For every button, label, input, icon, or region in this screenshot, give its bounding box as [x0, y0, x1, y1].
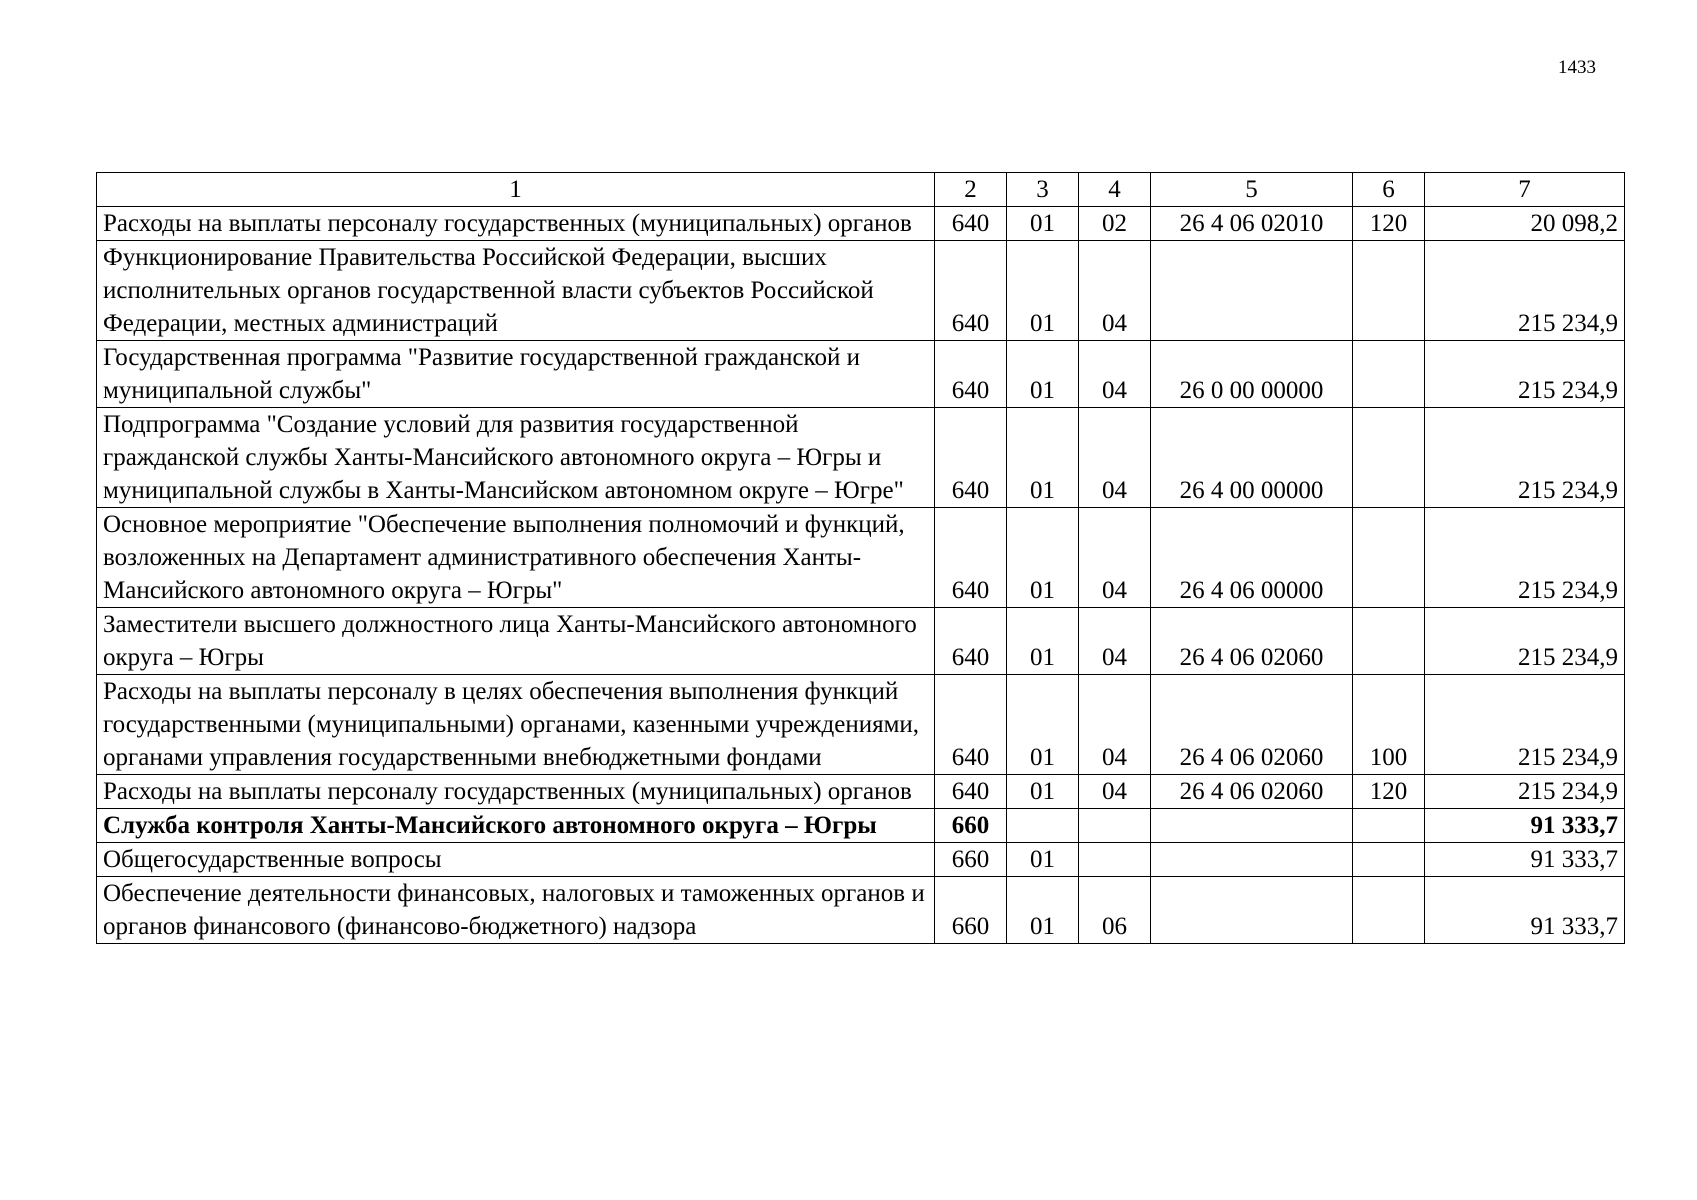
- row-expense-type: 120: [1353, 207, 1425, 241]
- table-row: [97, 877, 1625, 944]
- row-expense-type: 100: [1353, 675, 1425, 775]
- row-name: Служба контроля Ханты-Мансийского автономного округа – Югры: [97, 809, 935, 843]
- row-subsection-code: 04: [1079, 775, 1151, 809]
- row-ved-code: 660: [935, 809, 1007, 843]
- table-row: [97, 843, 1625, 877]
- row-subsection-code: 02: [1079, 207, 1151, 241]
- row-subsection-code: [1079, 843, 1151, 877]
- page-number: 1433: [1558, 57, 1596, 78]
- row-ved-code: 640: [935, 508, 1007, 608]
- row-section-code: 01: [1007, 675, 1079, 775]
- row-name: Расходы на выплаты персоналу государственных (муниципальных) органов: [97, 207, 935, 241]
- row-target-article: [1151, 241, 1353, 341]
- header-col-4: 4: [1079, 173, 1151, 207]
- header-col-1: 1: [97, 173, 935, 207]
- row-section-code: 01: [1007, 341, 1079, 408]
- row-name: Расходы на выплаты персоналу в целях обеспечения выполнения функций государственными (муниципальными) органами, казенными учреждениями, органами управления государственными внебюджетными фондами: [97, 675, 935, 775]
- row-amount: 215 234,9: [1425, 241, 1625, 341]
- row-amount: 91 333,7: [1425, 843, 1625, 877]
- row-subsection-code: 04: [1079, 608, 1151, 675]
- header-col-6: 6: [1353, 173, 1425, 207]
- header-col-2: 2: [935, 173, 1007, 207]
- budget-table: [96, 172, 1625, 944]
- row-section-code: 01: [1007, 877, 1079, 944]
- row-target-article: 26 4 06 02060: [1151, 775, 1353, 809]
- row-target-article: 26 4 06 02060: [1151, 608, 1353, 675]
- table-row: [97, 775, 1625, 809]
- row-ved-code: 640: [935, 408, 1007, 508]
- row-name: Подпрограмма "Создание условий для развития государственной гражданской службы Ханты-Мансийского автономного округа – Югры и муниципальной службы в Ханты-Мансийском автономном округе – Югре": [97, 408, 935, 508]
- table-row: [97, 809, 1625, 843]
- row-amount: 215 234,9: [1425, 408, 1625, 508]
- row-name: Общегосударственные вопросы: [97, 843, 935, 877]
- row-ved-code: 660: [935, 877, 1007, 944]
- row-section-code: 01: [1007, 843, 1079, 877]
- row-amount: 215 234,9: [1425, 341, 1625, 408]
- row-amount: 215 234,9: [1425, 675, 1625, 775]
- row-target-article: 26 4 06 02060: [1151, 675, 1353, 775]
- row-name: Расходы на выплаты персоналу государственных (муниципальных) органов: [97, 775, 935, 809]
- table-row: [97, 408, 1625, 508]
- table-row: [97, 207, 1625, 241]
- row-subsection-code: 04: [1079, 241, 1151, 341]
- row-target-article: [1151, 809, 1353, 843]
- row-ved-code: 640: [935, 207, 1007, 241]
- row-section-code: 01: [1007, 608, 1079, 675]
- row-target-article: 26 4 06 02010: [1151, 207, 1353, 241]
- table-body: [97, 207, 1625, 944]
- row-name: Обеспечение деятельности финансовых, налоговых и таможенных органов и органов финансового (финансово-бюджетного) надзора: [97, 877, 935, 944]
- row-subsection-code: [1079, 809, 1151, 843]
- header-col-7: 7: [1425, 173, 1625, 207]
- row-ved-code: 660: [935, 843, 1007, 877]
- row-expense-type: [1353, 241, 1425, 341]
- row-section-code: 01: [1007, 408, 1079, 508]
- row-expense-type: [1353, 809, 1425, 843]
- row-section-code: 01: [1007, 207, 1079, 241]
- row-target-article: 26 4 06 00000: [1151, 508, 1353, 608]
- row-expense-type: [1353, 408, 1425, 508]
- row-amount: 91 333,7: [1425, 809, 1625, 843]
- row-subsection-code: 06: [1079, 877, 1151, 944]
- row-ved-code: 640: [935, 241, 1007, 341]
- row-amount: 215 234,9: [1425, 508, 1625, 608]
- row-expense-type: [1353, 608, 1425, 675]
- row-subsection-code: 04: [1079, 408, 1151, 508]
- table-row: [97, 341, 1625, 408]
- row-subsection-code: 04: [1079, 508, 1151, 608]
- row-expense-type: [1353, 877, 1425, 944]
- table-row: [97, 241, 1625, 341]
- row-amount: 215 234,9: [1425, 608, 1625, 675]
- row-target-article: 26 0 00 00000: [1151, 341, 1353, 408]
- row-expense-type: [1353, 341, 1425, 408]
- row-amount: 20 098,2: [1425, 207, 1625, 241]
- row-section-code: 01: [1007, 241, 1079, 341]
- row-subsection-code: 04: [1079, 675, 1151, 775]
- table-row: [97, 508, 1625, 608]
- row-amount: 91 333,7: [1425, 877, 1625, 944]
- row-expense-type: [1353, 843, 1425, 877]
- row-ved-code: 640: [935, 608, 1007, 675]
- row-expense-type: 120: [1353, 775, 1425, 809]
- table-row: [97, 675, 1625, 775]
- table-header-row: [97, 173, 1625, 207]
- row-subsection-code: 04: [1079, 341, 1151, 408]
- table-row: [97, 608, 1625, 675]
- row-section-code: [1007, 809, 1079, 843]
- header-col-3: 3: [1007, 173, 1079, 207]
- row-amount: 215 234,9: [1425, 775, 1625, 809]
- row-ved-code: 640: [935, 675, 1007, 775]
- row-expense-type: [1353, 508, 1425, 608]
- header-col-5: 5: [1151, 173, 1353, 207]
- row-section-code: 01: [1007, 775, 1079, 809]
- row-name: Государственная программа "Развитие государственной гражданской и муниципальной службы": [97, 341, 935, 408]
- row-target-article: 26 4 00 00000: [1151, 408, 1353, 508]
- row-name: Основное мероприятие "Обеспечение выполнения полномочий и функций, возложенных на Департамент административного обеспечения Ханты-Мансийского автономного округа – Югры": [97, 508, 935, 608]
- row-target-article: [1151, 843, 1353, 877]
- row-name: Заместители высшего должностного лица Ханты-Мансийского автономного округа – Югры: [97, 608, 935, 675]
- row-ved-code: 640: [935, 341, 1007, 408]
- row-name: Функционирование Правительства Российской Федерации, высших исполнительных органов государственной власти субъектов Российской Федерации, местных администраций: [97, 241, 935, 341]
- row-target-article: [1151, 877, 1353, 944]
- row-ved-code: 640: [935, 775, 1007, 809]
- row-section-code: 01: [1007, 508, 1079, 608]
